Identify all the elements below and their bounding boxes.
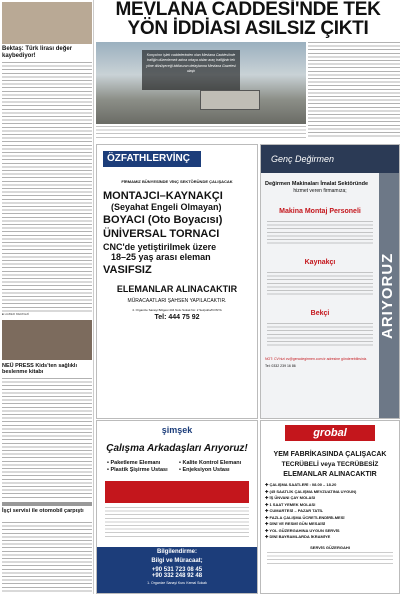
article-text-2 [2,378,92,500]
grobal-bullet-text: ÇALIŞMA SAATLERİ : 08.00 – 18.20 [269,482,337,487]
grobal-title: YEM FABRİKASINDA ÇALIŞACAK [273,451,387,458]
ozfat-address: 4. Organize Sanayi Bölgesi 404 Nolu Sokak No: 2 Selçuklu/KONYA [132,308,222,312]
article-headline-3: İşçi servisi ile otomobil çarpıştı [2,508,84,514]
grobal-footer: ELEMANLAR ALINACAKTIR [283,471,377,478]
simsek-apply: Bilgi ve Müracaat; [151,558,203,564]
ozfat-sub: MÜRACAATLARI ŞAHSEN YAPILACAKTIR. [127,298,227,304]
ozfat-list [103,190,257,276]
ozfat-item-5: CNC'de yetiştirilmek üzere [103,242,217,252]
tram-shape [200,90,260,110]
article-text-3 [2,522,92,592]
grobal-bullet-text: CUMARTESİ – PAZAR TATİL [269,508,324,513]
simsek-item-3: • Plastik Şişirme Ustası [107,467,168,473]
article-text [2,62,92,312]
grobal-bullet: ✚ 1 SAAT YEMEK MOLASI [265,501,316,507]
grobal-bullet: ✚ (45 SAATLİK ÇALIŞMA MEVZUATINA UYGUN) [265,488,357,494]
simsek-item-2-text: Kalite Kontrol Elemanı [182,460,242,466]
ozfat-item-4: ÜNİVERSAL TORNACI [103,228,220,240]
grobal-bullet: ✚ İŞ ÜNVANI ÇAY MOLASI [265,495,316,500]
simsek-red-block [105,481,249,503]
simsek-logo: şimşek [161,425,193,435]
photo-bottom-text [96,126,306,140]
simsek-item-1: • Paketleme Elemanı [107,460,161,466]
grobal-bullet: ✚ FAZLA ÇALIŞMA ÜCRETLENDİRİLMESİ [265,514,345,520]
simsek-details [105,507,249,537]
genc-note: NOT: CV'nizi cv@gencdegirmen.com.tr adresine gönderebilirsiniz. [265,357,368,361]
genc-detail-1 [267,221,373,245]
simsek-ad [96,420,258,594]
grobal-bullet-text: YOL GÜZERGAHINA UYGUN SERVİS [269,527,340,533]
ozfat-footer: ELEMANLAR ALINACAKTIR [116,284,238,294]
genc-side-banner: ARIYORUZ [379,173,399,418]
main-headline [96,0,400,40]
thumbnail [2,2,92,44]
genc-detail-3 [267,323,373,347]
grobal-bullet: ✚ ÇALIŞMA SAATLERİ : 08.00 – 18.20 [265,482,337,487]
headline-line-1: MEVLANA CADDESİ'NDE TEK [115,0,381,20]
grobal-sub: TECRÜBELİ veya TECRÜBESİZ [281,461,379,468]
thumbnail-3 [2,502,92,506]
ozfat-item-3: BOYACI (Oto Boyacısı) [103,214,223,226]
simsek-address: 1. Organize Sanayi Kuru Kemal Sokak [147,581,207,585]
genc-degirmen-ad [260,144,400,419]
ozfat-tel: Tel: 444 75 92 [154,314,200,321]
simsek-blue-block [97,547,257,593]
grobal-bullet-text: İŞ ÜNVANI ÇAY MOLASI [269,495,316,500]
thumbnail-2 [2,320,92,360]
grobal-logo: grobal [285,425,375,441]
simsek-item-3-text: Plastik Şişirme Ustası [110,467,168,473]
grobal-bullet: ✚ DİNİ VE RESMİ GÜN MESAİSİ [265,521,326,526]
ozfat-item-6: 18–25 yaş arası eleman [111,252,211,262]
grobal-bullets [265,482,395,541]
grobal-bullet-text: DİNİ BAYRAMLARDA İKRAMİYE [269,534,331,539]
simsek-item-4-text: Enjeksiyon Ustası [182,467,230,473]
grobal-bullet: ✚ YOL GÜZERGAHINA UYGUN SERVİS [265,527,340,533]
article-headline-2: NEÜ PRESS Kids'ten sağlıklı beslenme kitabı [2,363,77,375]
grobal-ad [260,420,400,594]
grobal-bullet: ✚ CUMARTESİ – PAZAR TATİL [265,508,324,513]
byline: ■ HABER MERKEZİ [2,312,30,316]
grobal-bullet: ✚ DİNİ BAYRAMLARDA İKRAMİYE [265,534,331,539]
ozfat-logo: ÖZFATHLERVİNÇ [103,151,201,167]
grobal-bullet-text: (45 SAATLİK ÇALIŞMA MEVZUATINA UYGUN) [269,488,357,494]
ozfat-item-7: VASIFSIZ [103,264,152,276]
article-headline: Bektaş: Türk lirası değer kaybediyor! [2,46,73,59]
simsek-list [107,460,247,473]
genc-position-1: Makina Montaj Personeli [279,208,361,215]
photo-caption: Konya'nın işlek caddelerinden olan Mevlana Caddesi'nde trafiğin düzenlemek adına ortaya atılan araç trafiğinin tek yöne dönüşeceği iddiasının detaylarına Mevlana Gazetesi ulaştı [142,50,240,90]
main-article-lines [308,42,400,138]
grobal-bullet-text: 1 SAAT YEMEK MOLASI [269,501,316,507]
grobal-route-lines [267,552,393,564]
genc-phone: Tel: 0332 239 16 86 [265,364,296,368]
genc-detail-2 [267,272,373,296]
ozfat-vinc-ad [96,144,258,419]
simsek-title: Çalışma Arkadaşları Arıyoruz! [106,443,248,454]
headline-line-2: YÖN İDDİASI ASILSIZ ÇIKTI [127,18,369,39]
ozfat-item-1: MONTAJCI–KAYNAKÇI [103,190,223,202]
ozfat-tagline: FİRMAMIZ BÜNYESİNDE VİNÇ SEKTÖRÜNDE ÇALIŞACAK [121,179,233,184]
simsek-phone-1: +90 531 723 08 45 [151,567,203,573]
genc-title: Değirmen Makinaları İmalat Sektöründe [265,181,369,187]
genc-sub: hizmet veren firmamıza; [293,188,347,194]
ozfat-item-2: (Seyahat Engeli Olmayan) [111,202,222,212]
simsek-phone-2: +90 332 248 92 48 [151,573,203,579]
simsek-item-1-text: Paketleme Elemanı [110,460,161,466]
genc-position-2: Kaynakçı [304,259,336,266]
main-article-text [308,42,400,138]
simsek-item-2: • Kalite Kontrol Elemanı [179,460,242,466]
left-news-column [0,0,94,594]
simsek-item-4: • Enjeksiyon Ustası [179,467,230,473]
genc-logo: Genç Değirmen [261,145,399,173]
grobal-bullet-text: DİNİ VE RESMİ GÜN MESAİSİ [269,521,326,526]
tram-photo [96,42,306,124]
grobal-route: SERVİS GÜZERGAHI [310,544,350,550]
simsek-info-title: Bilgilendirme: [156,549,197,555]
grobal-bullet-text: FAZLA ÇALIŞMA ÜCRETLENDİRİLMESİ [269,514,345,520]
genc-position-3: Bekçi [310,310,330,317]
byline-text: HABER MERKEZİ [4,312,30,316]
